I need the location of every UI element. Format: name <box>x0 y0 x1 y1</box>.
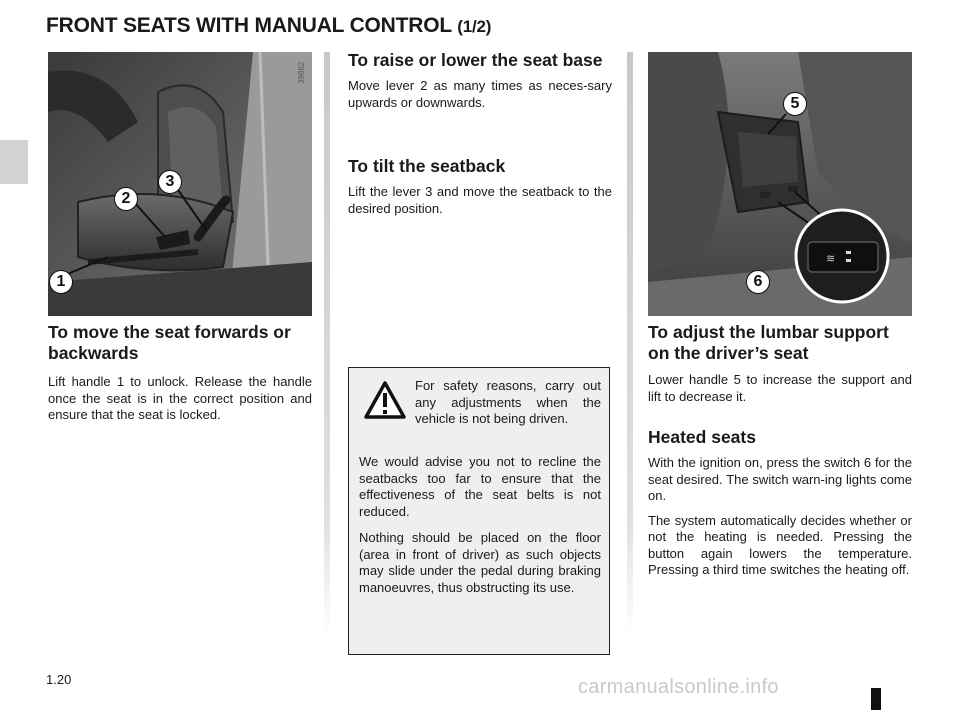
callout-6: 6 <box>746 270 770 294</box>
callout-2: 2 <box>114 187 138 211</box>
section-heading: To raise or lower the seat base <box>348 50 603 70</box>
page-title <box>46 14 491 38</box>
page-title-main: FRONT SEATS WITH MANUAL CONTROL <box>46 14 452 37</box>
warning-text-first: For safety reasons, carry out any adjustments when the vehicle is not being driven. <box>415 378 601 426</box>
chapter-tab <box>0 140 28 184</box>
section-text: Lift the lever 3 and move the seatback to the desired position. <box>348 184 612 216</box>
seat-photo <box>48 52 312 316</box>
section-heading: To tilt the seatback <box>348 156 506 176</box>
warning-text-seatbacks: We would advise you not to recline the seatbacks too far to ensure that the effectiveness of the seat belts is not reduced. <box>359 454 601 519</box>
section-move-seat <box>48 322 312 424</box>
section-text: The system automatically decides whether or not the heating is needed. Pressing the button again lowers the temperature. Pressing a third time switches the heating off. <box>648 512 912 577</box>
photo-ref-number: 39882 <box>297 61 306 84</box>
warning-triangle-icon <box>363 380 407 420</box>
photo-ref-number: 39969 <box>898 61 907 84</box>
section-heading: Heated seats <box>648 427 756 447</box>
section-raise-seat <box>348 50 612 111</box>
warning-box <box>348 367 610 655</box>
corner-mark <box>871 688 881 710</box>
section-text: Lower handle 5 to increase the support and lift to decrease it. <box>648 372 912 404</box>
callout-5: 5 <box>783 92 807 116</box>
section-heated-seats <box>648 427 912 579</box>
section-text: Lift handle 1 to unlock. Release the handle once the seat is in the correct position and ensure that the seat is locked. <box>48 374 312 422</box>
lumbar-photo <box>648 52 912 316</box>
svg-text:≋: ≋ <box>826 252 836 265</box>
section-tilt-seatback <box>348 156 612 217</box>
section-lumbar <box>648 322 912 405</box>
page-number: 1.20 <box>46 672 72 687</box>
callout-3: 3 <box>158 170 182 194</box>
page-title-suffix: (1/2) <box>457 17 492 36</box>
callout-1: 1 <box>49 270 73 294</box>
lumbar-illustration <box>648 52 912 316</box>
section-heading: To adjust the lumbar support on the driver’s seat <box>648 322 889 363</box>
column-divider-right <box>627 52 633 636</box>
section-text: Move lever 2 as many times as neces-sary upwards or downwards. <box>348 78 612 110</box>
warning-text-floor: Nothing should be placed on the floor (area in front of driver) as such objects may slide under the pedal during braking manoeuvres, thus obstructing its use. <box>359 530 601 595</box>
section-text: With the ignition on, press the switch 6 for the seat desired. The switch warn-ing lights come on. <box>648 455 912 503</box>
column-divider-left <box>324 52 330 636</box>
watermark: carmanualsonline.info <box>578 676 779 698</box>
section-heading: To move the seat forwards or backwards <box>48 322 291 363</box>
